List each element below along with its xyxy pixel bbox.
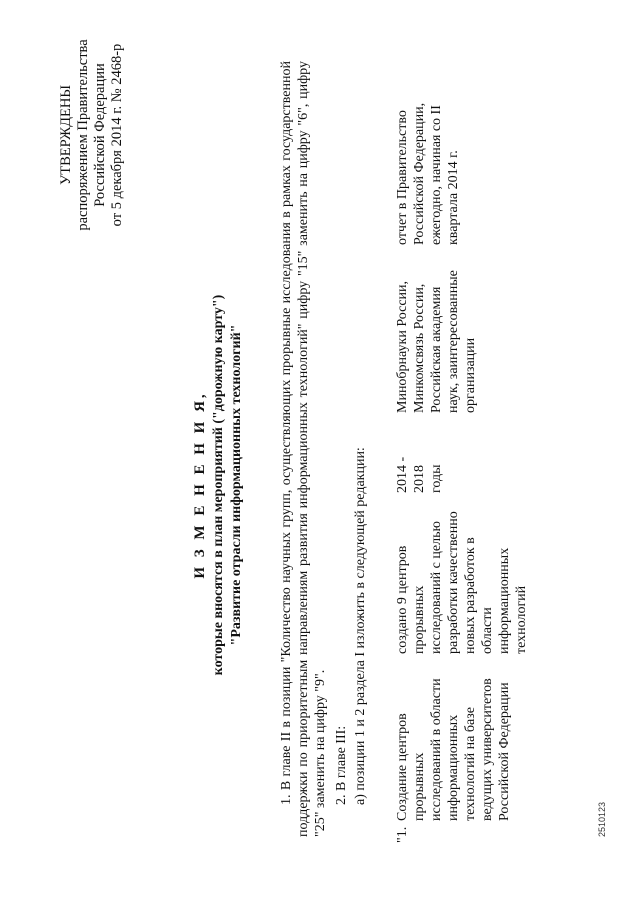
approval-line: от 5 декабря 2014 г. № 2468-р xyxy=(109,43,125,227)
report-form: отчет в Правительство Российской Федерации, ежегодно, начиная со II квартала 2014 г. xyxy=(395,102,461,245)
approval-line: распоряжением Правительства xyxy=(75,39,91,231)
item-a: а) позиции 1 и 2 раздела I изложить в следующей редакции: xyxy=(353,447,368,805)
approval-line: Российской Федерации xyxy=(92,63,108,207)
expected-result: создано 9 центров прорывных исследований с целью разработки качественно новых разработок в области информационных технологий xyxy=(395,511,529,654)
period: 2014 - 2018 годы xyxy=(395,456,444,493)
activity-name: Создание центров прорывных исследований в области информационных технологий на базе ведущих университетов Российской Федерации xyxy=(395,678,512,821)
approval-line: УТВЕРЖДЕНЫ xyxy=(58,84,74,186)
chapter-3-heading: 2. В главе III: xyxy=(334,725,349,805)
document-title xyxy=(190,185,246,785)
title-main: И З М Е Н Е Н И Я, xyxy=(192,391,208,579)
approval-stamp xyxy=(58,5,126,265)
responsible: Минобрнауки России, Минкомсвязь России, Российская академия наук, заинтересованные организации xyxy=(395,270,478,413)
paragraph-1: 1. В главе II в позиции "Количество научных групп, осуществляющих прорывные исследования в рамках государственной поддержки по приоритетным направлениям развития информационных технологий" цифру "15" заменить на цифру "6", цифру "25" заменить на цифру "9". xyxy=(279,61,328,837)
row-number: "1. xyxy=(395,826,410,843)
title-subtitle-2: "Развитие отрасли информационных технологий" xyxy=(229,324,244,646)
document-code: 2510123 xyxy=(597,801,607,837)
title-subtitle: которые вносятся в план мероприятий ("дорожную карту") xyxy=(211,294,226,676)
